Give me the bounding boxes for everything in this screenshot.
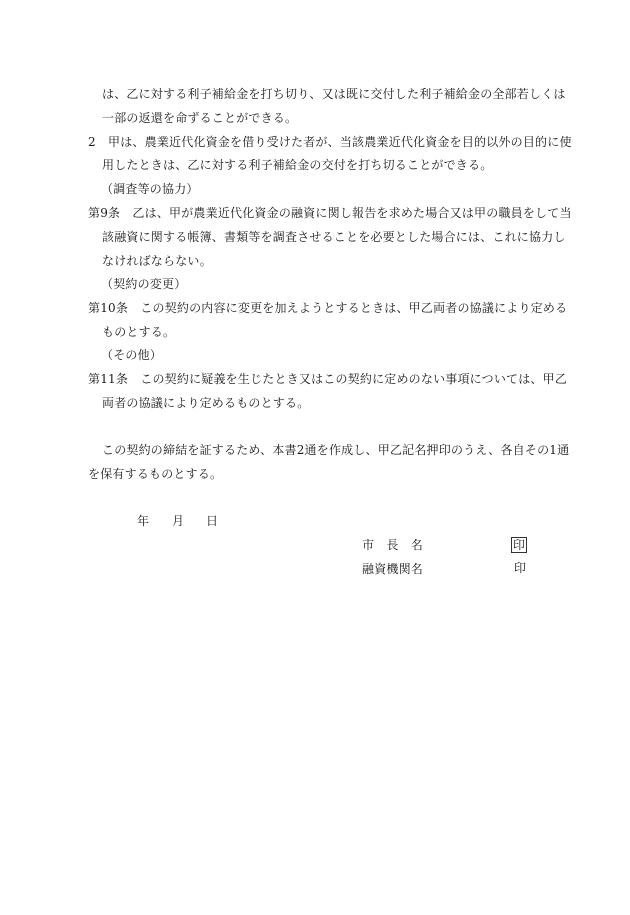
article-11-line: 第11条 この契約に疑義を生じたとき又はこの契約に定めのない事項については、甲乙 — [88, 372, 568, 386]
text-line: 2 甲は、農業近代化資金を借り受けた者が、当該農業近代化資金を目的以外の目的に使 — [88, 135, 572, 149]
text-line: なければならない。 — [102, 254, 212, 268]
article-10-line: 第10条 この契約の内容に変更を加えようとするときは、甲乙両者の協議により定める — [88, 301, 568, 315]
section-heading: （契約の変更） — [101, 277, 187, 291]
date-year: 年 — [137, 514, 150, 528]
mayor-seal-mark: 印 — [513, 538, 526, 552]
text-line: は、乙に対する利子補給金を打ち切り、又は既に交付した利子補給金の全部若しくは — [102, 87, 566, 101]
text-line: 該融資に関する帳簿、書類等を調査させることを必要とした場合には、これに協力し — [102, 230, 566, 244]
article-9-line: 第9条 乙は、甲が農業近代化資金の融資に関し報告を求めた場合又は甲の職員をして当 — [88, 206, 572, 220]
text-line: 用したときは、乙に対する利子補給金の交付を打ち切ることができる。 — [102, 158, 493, 172]
text-line: ものとする。 — [102, 325, 176, 339]
section-heading: （その他） — [101, 348, 163, 362]
bank-seal-mark: 印 — [514, 561, 527, 575]
text-line: 両者の協議により定めるものとする。 — [102, 396, 310, 410]
closing-line: を保有するものとする。 — [88, 467, 223, 481]
bank-name-label: 融資機関名 — [362, 562, 424, 576]
text-line: 一部の返還を命ずることができる。 — [102, 111, 298, 125]
section-heading: （調査等の協力） — [101, 182, 199, 196]
closing-line: この契約の締結を証するため、本書2通を作成し、甲乙記名押印のうえ、各自その1通 — [102, 443, 570, 457]
date-month: 月 — [172, 514, 185, 528]
mayor-name-label: 市 長 名 — [362, 538, 424, 552]
date-day: 日 — [206, 514, 219, 528]
